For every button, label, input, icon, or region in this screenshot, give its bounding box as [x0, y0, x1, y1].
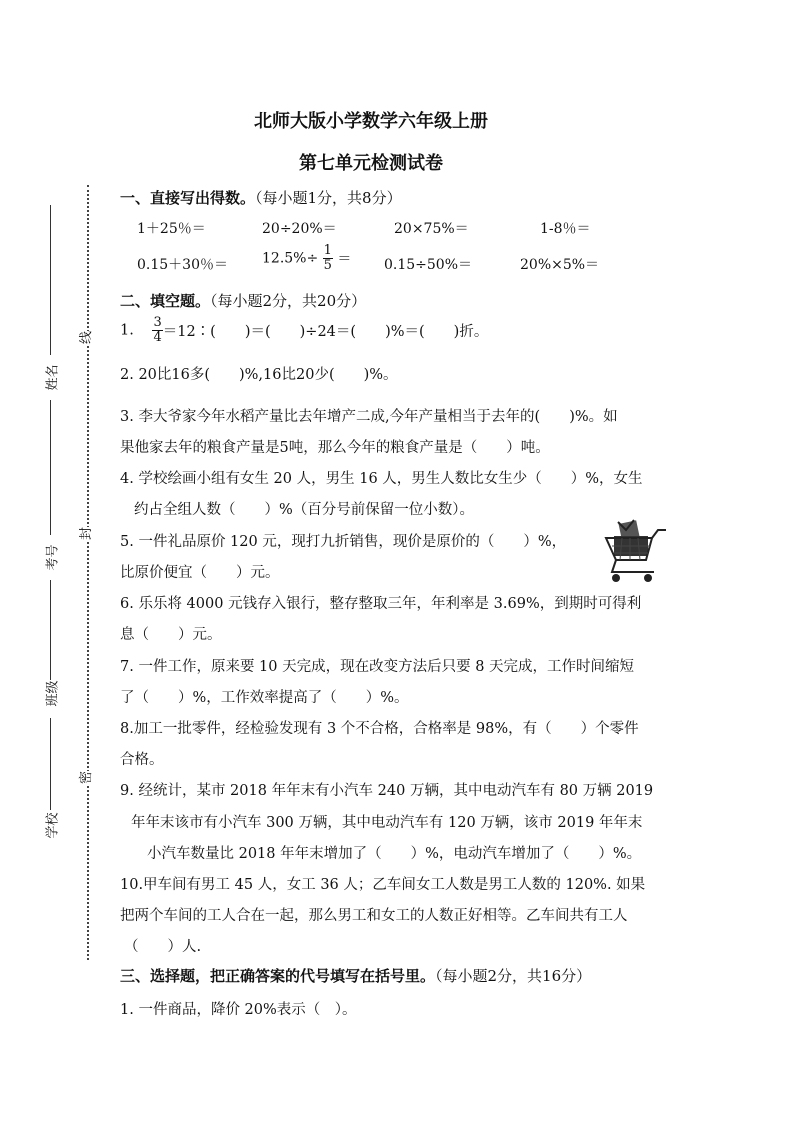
- question-5-line-1: 5. 一件礼品原价 120 元，现打九折销售，现价是原价的（ ）%，: [120, 534, 567, 550]
- question-5-line-2: 比原价便宜（ ）元。: [120, 565, 280, 581]
- calc-item: 0.15＋30％＝: [137, 257, 228, 273]
- id-underline: [50, 400, 51, 535]
- question-4-line-2: 约占全组人数（ ）%（百分号前保留一位小数）。: [134, 502, 475, 518]
- school-label: 学校: [45, 812, 61, 839]
- section-2-heading: 二、填空题。（每小题2分，共20分）: [120, 292, 367, 310]
- school-underline: [50, 718, 51, 810]
- name-underline: [50, 205, 51, 355]
- class-label: 班级: [45, 680, 61, 707]
- question-7-line-1: 7. 一件工作，原来要 10 天完成，现在改变方法后只要 8 天完成，工作时间缩短: [120, 659, 635, 675]
- question-6-line-1: 6. 乐乐将 4000 元钱存入银行，整存整取三年，年利率是 3.69%，到期时可得利: [120, 596, 642, 612]
- question-10-line-2: 把两个车间的工人合在一起，那么男工和女工的人数正好相等。乙车间共有工人: [120, 908, 628, 924]
- page-subtitle: 第七单元检测试卷: [299, 153, 443, 174]
- question-9-line-1: 9. 经统计，某市 2018 年年末有小汽车 240 万辆，其中电动汽车有 80 万辆 2019: [120, 783, 654, 799]
- question-8-line-1: 8.加工一批零件，经检验发现有 3 个不合格，合格率是 98%，有（ ）个零件: [120, 721, 639, 737]
- fraction: $\frac{1}{5}$: [323, 243, 332, 273]
- calc-item: 20%×5%＝: [520, 257, 600, 273]
- question-4-line-1: 4. 学校绘画小组有女生 20 人，男生 16 人，男生人数比女生少（ ）%，女生: [120, 471, 643, 487]
- calc-item: 1-8％＝: [540, 221, 591, 237]
- section-1-heading: 一、直接写出得数。（每小题1分，共8分）: [120, 189, 402, 207]
- calc-item: 20÷20%＝: [262, 221, 337, 237]
- question-2: 2. 20比16多( )%,16比20少( )%。: [120, 367, 398, 383]
- calc-item: 0.15÷50%＝: [384, 257, 473, 273]
- question-6-line-2: 息（ ）元。: [120, 627, 222, 643]
- calc-item: 1＋25％＝: [137, 221, 206, 237]
- class-underline: [50, 580, 51, 680]
- exam-id-label: 考号: [45, 544, 61, 571]
- binding-dotted-line: [87, 185, 89, 960]
- question-3-line-1: 3. 李大爷家今年水稻产量比去年增产二成,今年产量相当于去年的( )%。如: [120, 409, 618, 425]
- question-9-line-2: 年年末该市有小汽车 300 万辆，其中电动汽车有 120 万辆，该市 2019 年年末: [131, 815, 643, 831]
- binding-mark-line: 线: [73, 331, 96, 344]
- question-3-line-2: 果他家去年的粮食产量是5吨，那么今年的粮食产量是（ ）吨。: [120, 440, 550, 456]
- calc-item-fraction: 12.5%÷ $\frac{1}{5}$ ＝: [262, 243, 352, 273]
- page-title: 北师大版小学数学六年级上册: [254, 111, 488, 132]
- question-1: 1. $\frac{3}{4}$ ＝12∶( )＝( )÷24＝( )%＝( )折。: [120, 315, 489, 345]
- question-10-line-3: （ ）人.: [124, 939, 202, 955]
- question-10-line-1: 10.甲车间有男工 45 人，女工 36 人；乙车间女工人数是男工人数的 120%. 如果: [120, 877, 646, 893]
- question-9-line-3: 小汽车数量比 2018 年年末增加了（ ）%，电动汽车增加了（ ）%。: [147, 846, 642, 862]
- binding-mark-secret: 密: [73, 771, 96, 784]
- name-label: 姓名: [45, 364, 61, 391]
- binding-mark-seal: 封: [73, 527, 96, 540]
- section-3-heading: 三、选择题，把正确答案的代号填写在括号里。（每小题2分，共16分）: [120, 967, 592, 985]
- calc-item: 20×75%＝: [394, 221, 469, 237]
- section-3-question-1: 1. 一件商品，降价 20%表示（ ）。: [120, 1002, 357, 1018]
- shopping-cart-icon: [600, 516, 672, 588]
- question-7-line-2: 了（ ）%，工作效率提高了（ ）%。: [120, 690, 409, 706]
- question-8-line-2: 合格。: [120, 752, 164, 768]
